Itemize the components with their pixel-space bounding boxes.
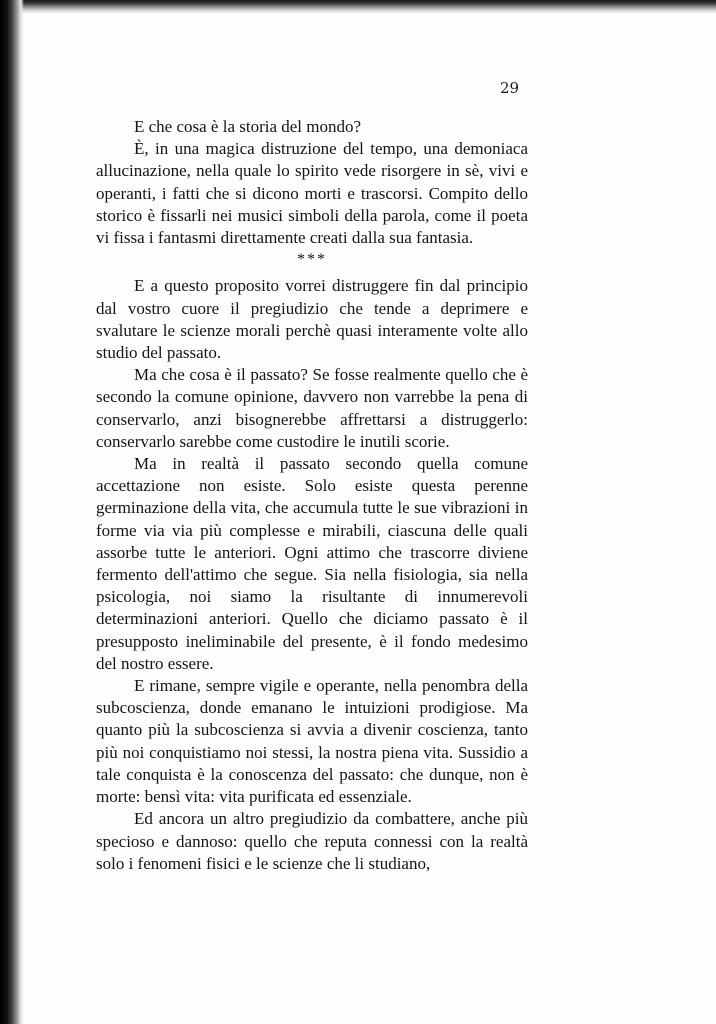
page-number: 29	[500, 79, 520, 97]
paragraph-3: E a questo proposito vorrei distruggere fin dal principio dal vostro cuore il pregiudizio che tende a deprimere e svalutare le scienze morali perchè quasi interamente volte allo studio del passato.	[96, 276, 528, 363]
paragraph-1: E che cosa è la storia del mondo?	[134, 117, 362, 136]
paragraph-5: Ma in realtà il passato secondo quella comune accettazione non esiste. Solo esiste questa perenne germinazione della vita, che accumula tutte le sue vibrazioni in forme via via più complesse e mirabili, ciascuna delle quali assorbe tutte le anteriori. Ogni attimo che trascorre diviene fermento dell'attimo che segue. Sia nella fisiologia, sia nella psicologia, noi siamo la risultante di innumerevoli determinazioni anteriori. Quello che diciamo passato è il presupposto ineliminabile del presente, è il fondo medesimo del nostro essere.	[96, 454, 528, 673]
scan-edge-left	[0, 0, 24, 1024]
paragraph-4: Ma che cosa è il passato? Se fosse realmente quello che è secondo la comune opinione, davvero non varrebbe la pena di conservarlo, anzi bisognerebbe affrettarsi a distruggerlo: conservarlo sarebbe come custodire le inutili scorie.	[96, 365, 528, 451]
paragraph-2: È, in una magica distruzione del tempo, una demoniaca allucinazione, nella quale lo spirito vede risorgere in sè, vivi e operanti, i fatti che si dicono morti e trascorsi. Compito dello storico è fissarli nei musici simboli della parola, come il poeta vi fissa i fantasmi direttamente creati dalla sua fantasia.	[96, 139, 528, 248]
section-separator: ***	[297, 251, 327, 269]
body-text	[96, 116, 528, 875]
paragraph-6: E rimane, sempre vigile e operante, nella penombra della subcoscienza, donde emanano le intuizioni prodigiose. Ma quanto più la subcoscienza si avvia a divenir coscienza, tanto più noi conquistiamo noi stessi, la nostra piena vita. Sussidio a tale conquista è la conoscenza del passato: che dunque, non è morte: bensì vita: vita purificata ed essenziale.	[96, 676, 528, 807]
scan-edge-top	[0, 0, 716, 14]
paragraph-7: Ed ancora un altro pregiudizio da combattere, anche più specioso e dannoso: quello che reputa connessi con la realtà solo i fenomeni fisici e le scienze che li studiano,	[96, 809, 528, 873]
